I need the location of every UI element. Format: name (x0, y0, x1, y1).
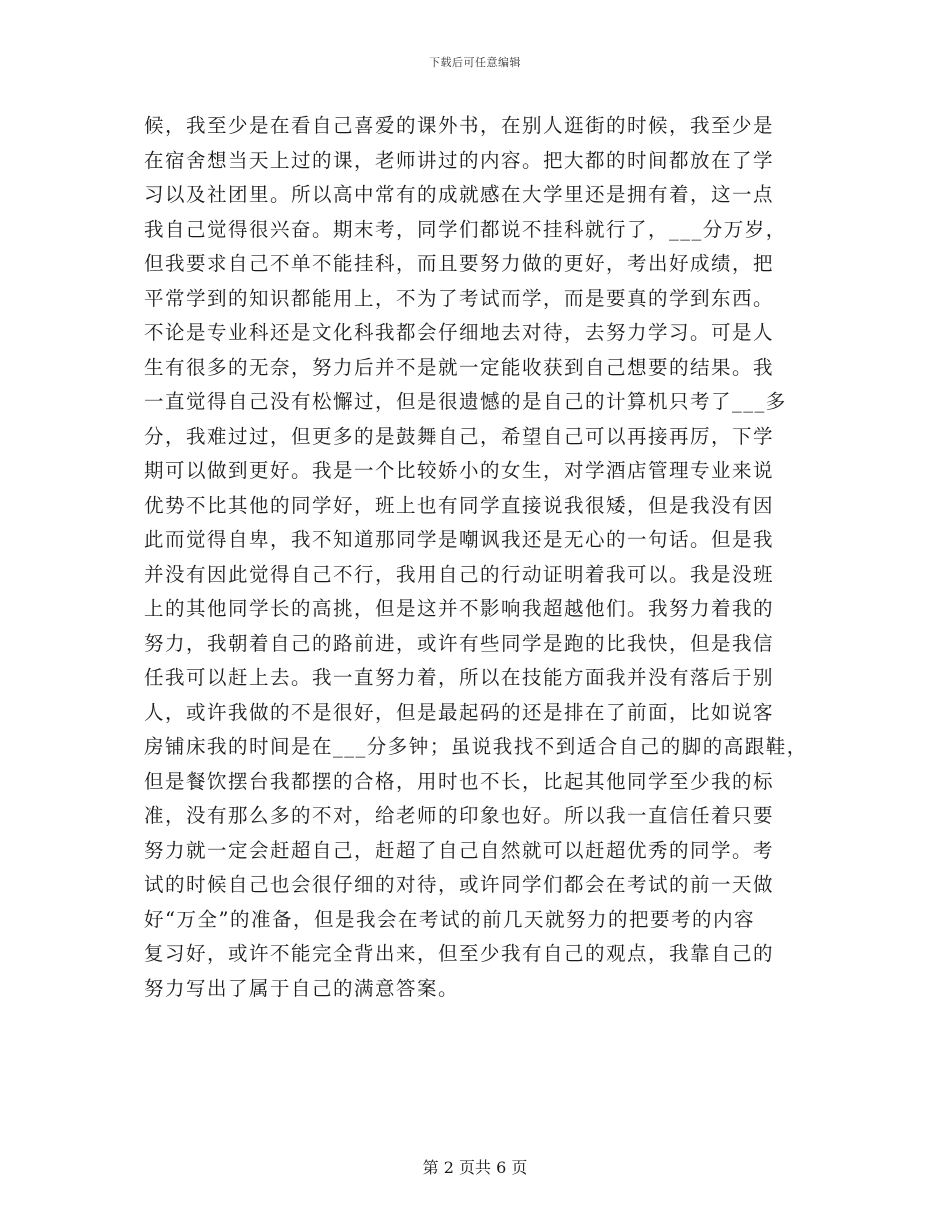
body-line: 但我要求自己不单不能挂科，而且要努力做的更好，考出好成绩，把 (144, 252, 775, 275)
body-line: 生有很多的无奈，努力后并不是就一定能收获到自己想要的结果。我 (144, 355, 775, 379)
body-line: 试的时候自己也会很仔细的对待，或许同学们都会在考试的前一天做 (144, 873, 775, 896)
body-line: 努力写出了属于自己的满意答案。 (144, 976, 460, 1000)
body-line: 期可以做到更好。我是一个比较娇小的女生，对学酒店管理专业来说 (144, 459, 775, 482)
body-line: 分，我难过过，但更多的是鼓舞自己，希望自己可以再接再厉，下学 (144, 424, 775, 448)
body-line: 习以及社团里。所以高中常有的成就感在大学里还是拥有着，这一点 (144, 183, 775, 206)
body-line: 但是餐饮摆台我都摆的合格，用时也不长，比起其他同学至少我的标 (144, 769, 775, 793)
body-line: 努力，我朝着自己的路前进，或许有些同学是跑的比我快，但是我信 (144, 631, 775, 655)
body-line: 我自己觉得很兴奋。期末考，同学们都说不挂科就行了，___分万岁， (144, 217, 787, 241)
body-line: 一直觉得自己没有松懈过，但是很遗憾的是自己的计算机只考了___多 (144, 390, 787, 413)
body-line: 准，没有那么多的不对，给老师的印象也好。所以我一直信任着只要 (144, 804, 775, 827)
body-line: 好“万全”的准备，但是我会在考试的前几天就努力的把要考的内容 (144, 907, 755, 931)
body-line: 上的其他同学长的高挑，但是这并不影响我超越他们。我努力着我的 (144, 597, 775, 620)
body-line: 平常学到的知识都能用上，不为了考试而学，而是要真的学到东西。 (144, 286, 775, 310)
document-body (144, 109, 824, 1006)
body-line: 此而觉得自卑，我不知道那同学是嘲讽我还是无心的一句话。但是我 (144, 528, 775, 551)
body-line: 候，我至少是在看自己喜爱的课外书，在别人逛街的时候，我至少是 (144, 114, 775, 137)
body-line: 不论是专业科还是文化科我都会仔细地去对待，去努力学习。可是人 (144, 321, 775, 344)
body-line: 并没有因此觉得自己不行，我用自己的行动证明着我可以。我是没班 (144, 562, 775, 586)
body-line: 复习好，或许不能完全背出来，但至少我有自己的观点，我靠自己的 (144, 942, 775, 965)
body-line: 任我可以赶上去。我一直努力着，所以在技能方面我并没有落后于别 (144, 666, 775, 689)
body-line: 人，或许我做的不是很好，但是最起码的还是排在了前面，比如说客 (144, 700, 775, 724)
page-number: 第 2 页共 6 页 (422, 1158, 528, 1177)
body-line: 房铺床我的时间是在___分多钟；虽说我找不到适合自己的脚的高跟鞋， (144, 735, 808, 758)
body-line: 努力就一定会赶超自己，赶超了自己自然就可以赶超优秀的同学。考 (144, 838, 775, 862)
body-line: 优势不比其他的同学好，班上也有同学直接说我很矮，但是我没有因 (144, 493, 775, 517)
page-header: 下载后可任意编辑 (429, 56, 521, 69)
body-line: 在宿舍想当天上过的课，老师讲过的内容。把大都的时间都放在了学 (144, 148, 775, 172)
